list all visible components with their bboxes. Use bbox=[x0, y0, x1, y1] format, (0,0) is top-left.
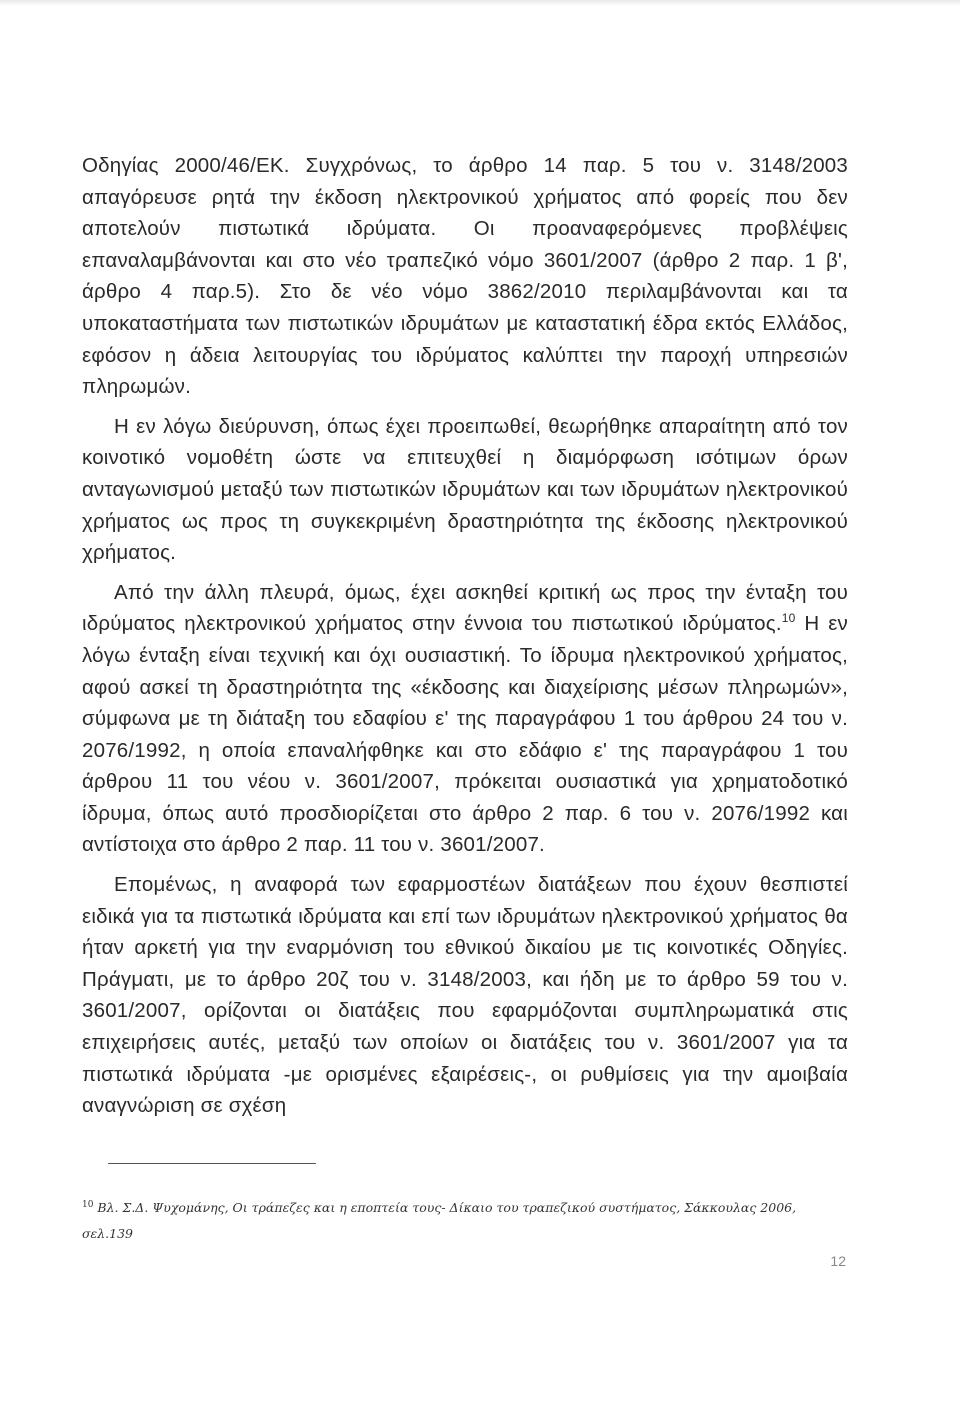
footnote bbox=[82, 1195, 842, 1247]
page-number: 12 bbox=[830, 1253, 846, 1269]
footnote-separator bbox=[108, 1163, 316, 1164]
paragraph-3 bbox=[82, 577, 848, 861]
paragraph-3-part-2: Η εν λόγω ένταξη είναι τεχνική και όχι ουσιαστική. Το ίδρυμα ηλεκτρονικού χρήματος, αφού ασκεί τη δραστηριότητα της «έκδοσης και διαχείρισης μέσων πληρωμών», σύμφωνα με τη διάταξη του εδαφίου ε' της παραγράφου 1 του άρθρου 24 του ν. 2076/1992, η οποία επαναλήφθηκε και στο εδάφιο ε' της παραγράφου 1 του άρθρου 11 του νέου ν. 3601/2007, πρόκειται ουσιαστικά για χρηματοδοτικό ίδρυμα, όπως αυτό προσδιορίζεται στο άρθρο 2 παρ. 6 του ν. 2076/1992 και αντίστοιχα στο άρθρο 2 παρ. 11 του ν. 3601/2007. bbox=[82, 612, 848, 857]
footnote-reference[interactable]: 10 bbox=[781, 611, 796, 626]
body-text bbox=[82, 150, 848, 1122]
paragraph-3-part-1: Από την άλλη πλευρά, όμως, έχει ασκηθεί κριτική ως προς την ένταξη του ιδρύματος ηλεκτρονικού χρήματος στην έννοια του πιστωτικού ιδρύματος. bbox=[82, 580, 848, 636]
paragraph-4: Επομένως, η αναφορά των εφαρμοστέων διατάξεων που έχουν θεσπιστεί ειδικά για τα πιστωτικά ιδρύματα και επί των ιδρυμάτων ηλεκτρονικού χρήματος θα ήταν αρκετή για την εναρμόνιση του εθνικού δικαίου με τις κοινοτικές Οδηγίες. Πράγματι, με το άρθρο 20ζ του ν. 3148/2003, και ήδη με το άρθρο 59 του ν. 3601/2007, ορίζονται οι διατάξεις που εφαρμόζονται συμπληρωματικά στις επιχειρήσεις αυτές, μεταξύ των οποίων οι διατάξεις του ν. 3601/2007 για τα πιστωτικά ιδρύματα -με ορισμένες εξαιρέσεις-, οι ρυθμίσεις για την αμοιβαία αναγνώριση σε σχέση bbox=[82, 873, 848, 1118]
paragraph-1: Οδηγίας 2000/46/ΕΚ. Συγχρόνως, το άρθρο 14 παρ. 5 του ν. 3148/2003 απαγόρευσε ρητά την έκδοση ηλεκτρονικού χρήματος από φορείς που δεν αποτελούν πιστωτικά ιδρύματα. Οι προαναφερόμενες προβλέψεις επαναλαμβάνονται και στο νέο τραπεζικό νόμο 3601/2007 (άρθρο 2 παρ. 1 β', άρθρο 4 παρ.5). Στο δε νέο νόμο 3862/2010 περιλαμβάνονται και τα υποκαταστήματα των πιστωτικών ιδρυμάτων με καταστατική έδρα εκτός Ελλάδος, εφόσον η άδεια λειτουργίας του ιδρύματος καλύπτει την παροχή υπηρεσιών πληρωμών. bbox=[82, 154, 848, 399]
footnote-mark: 10 bbox=[82, 1200, 94, 1210]
paragraph-2: Η εν λόγω διεύρυνση, όπως έχει προειπωθεί, θεωρήθηκε απαραίτητη από τον κοινοτικό νομοθέτη ώστε να επιτευχθεί η διαμόρφωση ισότιμων όρων ανταγωνισμού μεταξύ των πιστωτικών ιδρυμάτων και των ιδρυμάτων ηλεκτρονικού χρήματος ως προς τη συγκεκριμένη δραστηριότητα της έκδοσης ηλεκτρονικού χρήματος. bbox=[82, 414, 848, 565]
footnote-text: Βλ. Σ.Δ. Ψυχομάνης, Οι τράπεζες και η εποπτεία τους- Δίκαιο του τραπεζικού συστήματος, Σάκκουλας 2006, σελ.139 bbox=[82, 1200, 797, 1241]
top-edge bbox=[0, 0, 960, 6]
